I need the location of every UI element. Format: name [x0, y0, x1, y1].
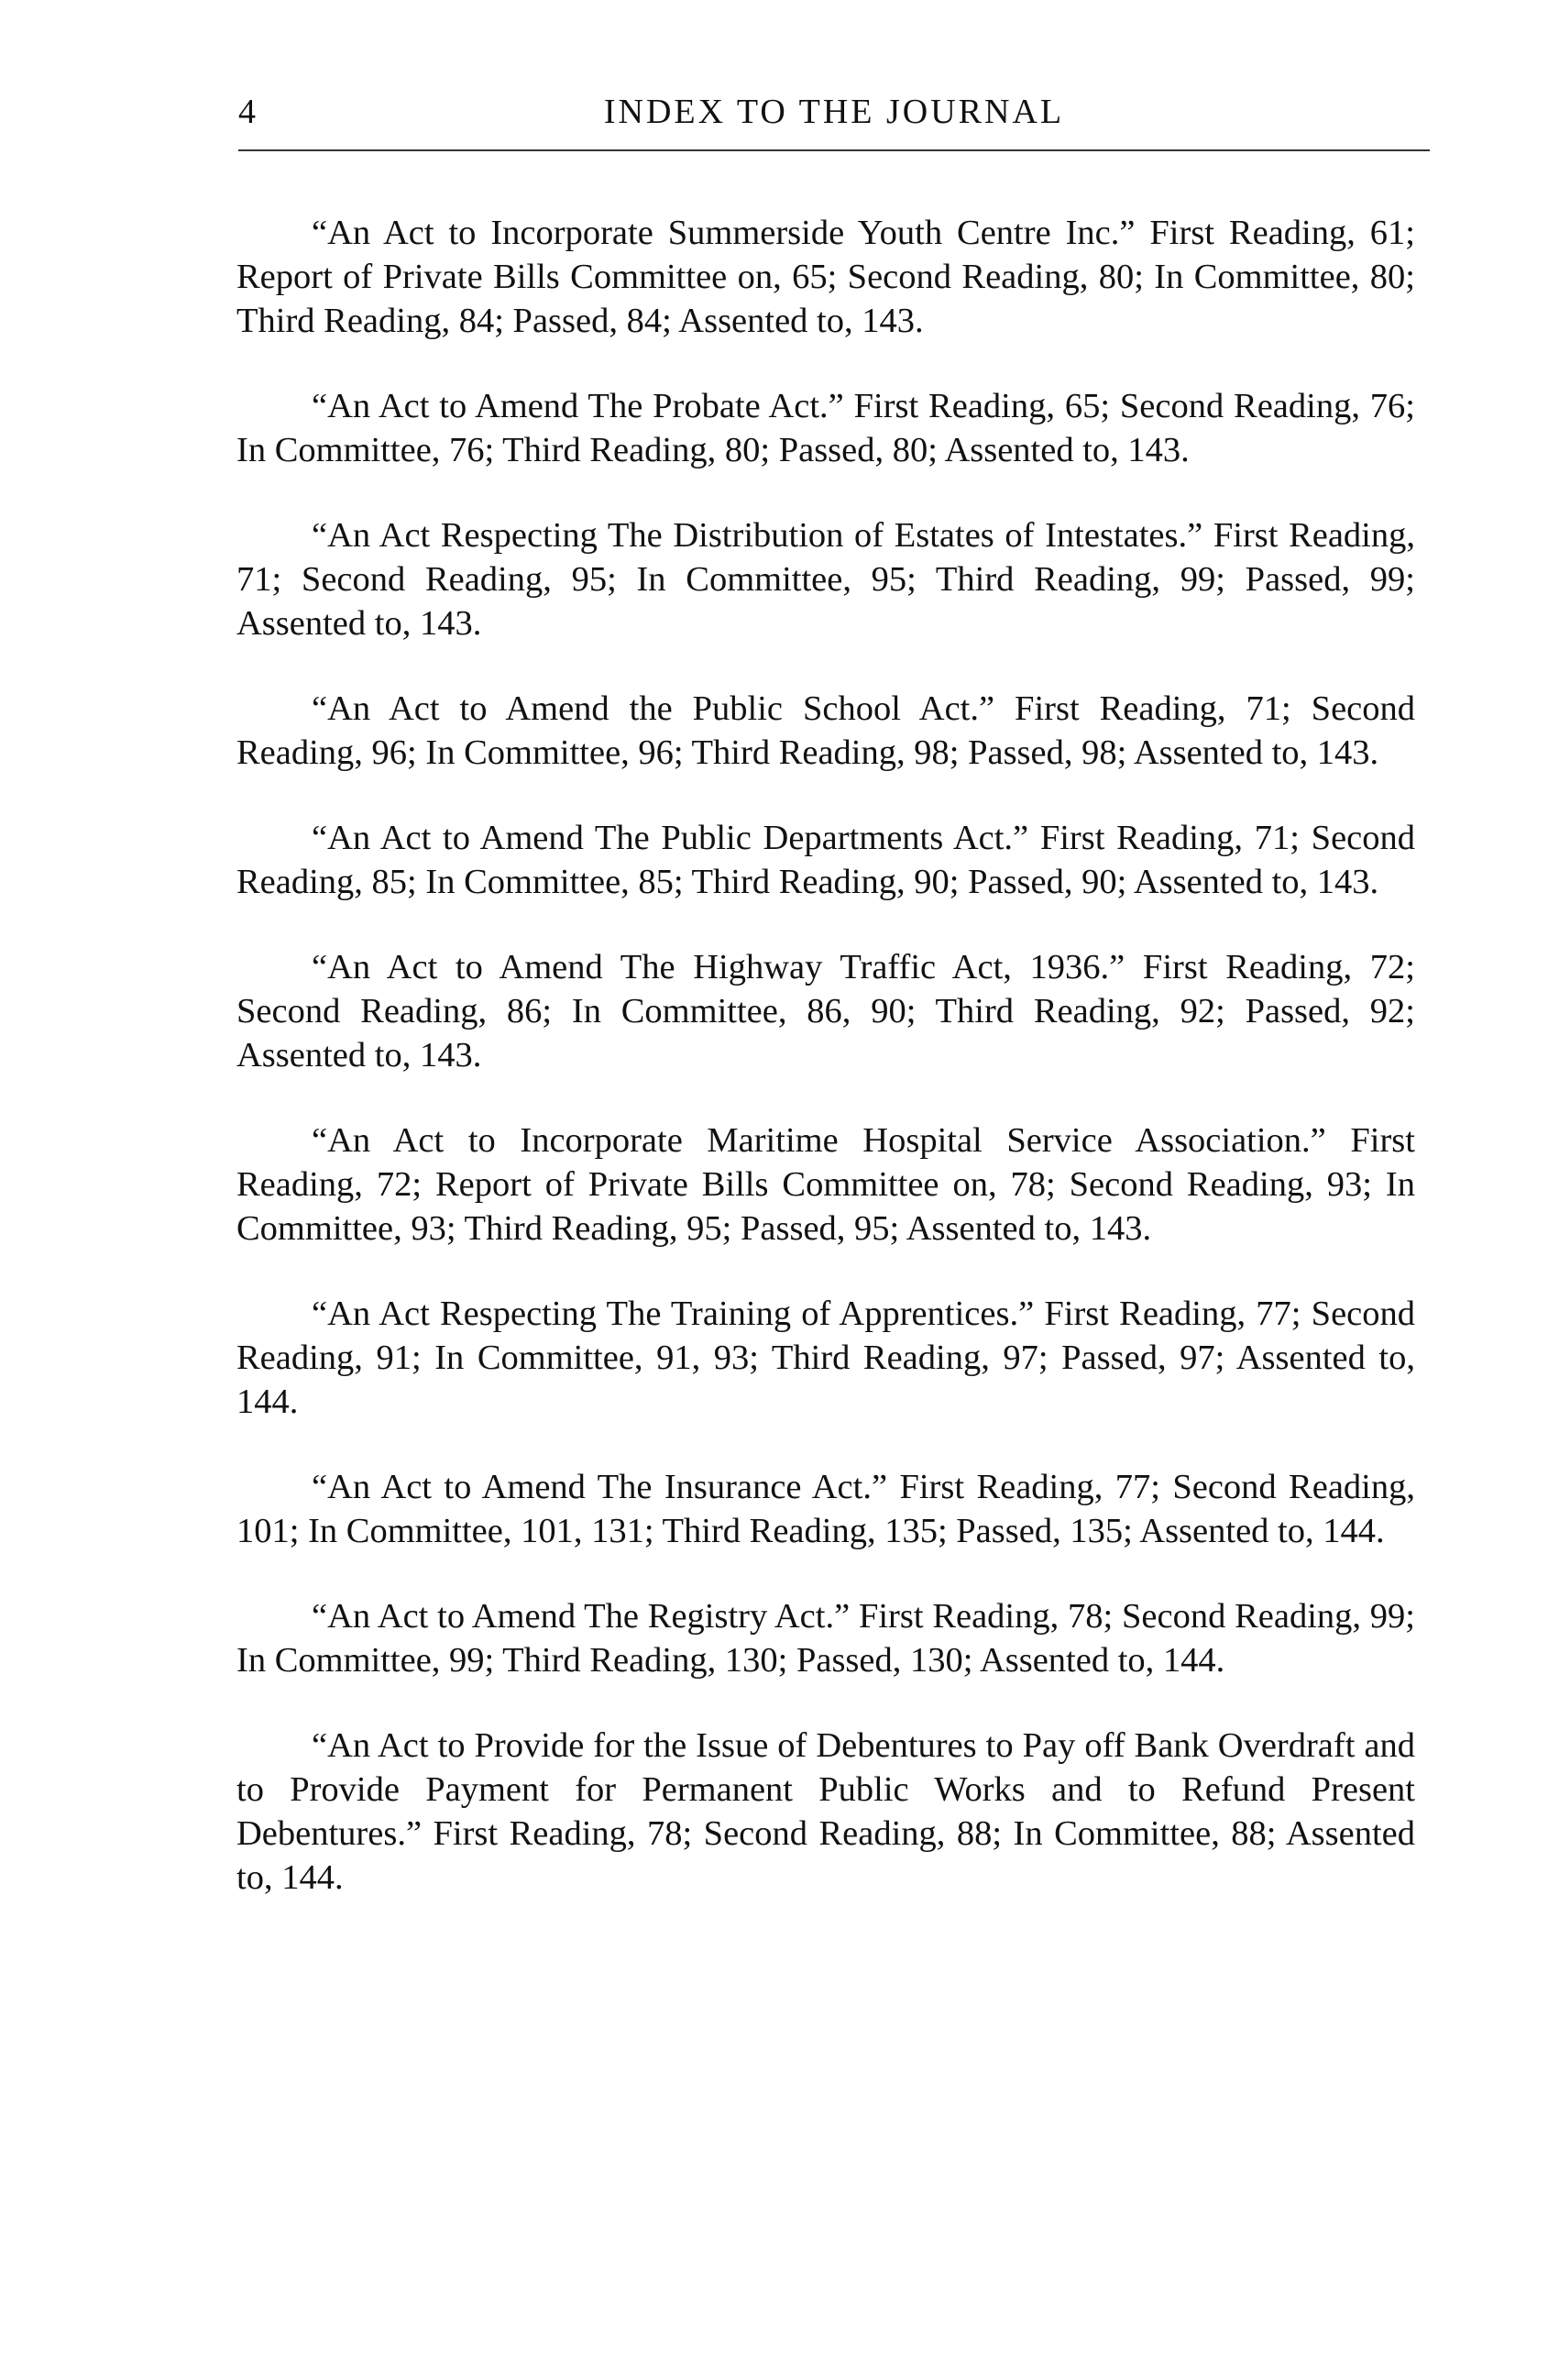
header-rule [238, 149, 1430, 151]
running-head-title: INDEX TO THE JOURNAL [603, 93, 1065, 131]
index-entry: “An Act to Amend The Probate Act.” First Reading, 65; Second Reading, 76; In Committee, 76; Third Reading, 80; Passed, 80; Assented to, 143. [236, 387, 1415, 469]
page-number: 4 [238, 93, 257, 131]
index-entry: “An Act to Amend the Public School Act.” First Reading, 71; Second Reading, 96; In Committee, 96; Third Reading, 98; Passed, 98; Assented to, 143. [236, 689, 1415, 772]
index-entry: “An Act to Amend The Insurance Act.” First Reading, 77; Second Reading, 101; In Committee, 101, 131; Third Reading, 135; Passed, 135; Assented to, 144. [236, 1468, 1415, 1550]
page-header [238, 92, 1430, 156]
index-entry: “An Act Respecting The Distribution of Estates of Intestates.” First Reading, 71; Second Reading, 95; In Committee, 95; Third Reading, 99; Passed, 99; Assented to, 143. [236, 516, 1415, 643]
index-entries [236, 211, 1415, 1941]
index-entry: “An Act to Amend The Highway Traffic Act, 1936.” First Reading, 72; Second Reading, 86; In Committee, 86, 90; Third Reading, 92; Passed, 92; Assented to, 143. [236, 948, 1415, 1074]
index-entry: “An Act to Provide for the Issue of Debentures to Pay off Bank Overdraft and to Provide Payment for Permanent Public Works and to Refund Present Debentures.” First Reading, 78; Second Reading, 88; In Committee, 88; Assented to, 144. [236, 1726, 1415, 1897]
index-entry: “An Act Respecting The Training of Apprentices.” First Reading, 77; Second Reading, 91; In Committee, 91, 93; Third Reading, 97; Passed, 97; Assented to, 144. [236, 1295, 1415, 1421]
index-entry: “An Act to Incorporate Maritime Hospital Service Association.” First Reading, 72; Report of Private Bills Committee on, 78; Second Reading, 93; In Committee, 93; Third Reading, 95; Passed, 95; Assented to, 143. [236, 1121, 1415, 1248]
index-entry: “An Act to Amend The Public Departments Act.” First Reading, 71; Second Reading, 85; In Committee, 85; Third Reading, 90; Passed, 90; Assented to, 143. [236, 819, 1415, 901]
index-entry: “An Act to Amend The Registry Act.” First Reading, 78; Second Reading, 99; In Committee, 99; Third Reading, 130; Passed, 130; Assented to, 144. [236, 1597, 1415, 1680]
index-entry: “An Act to Incorporate Summerside Youth Centre Inc.” First Reading, 61; Report of Private Bills Committee on, 65; Second Reading, 80; In Committee, 80; Third Reading, 84; Passed, 84; Assented to, 143. [236, 214, 1415, 340]
